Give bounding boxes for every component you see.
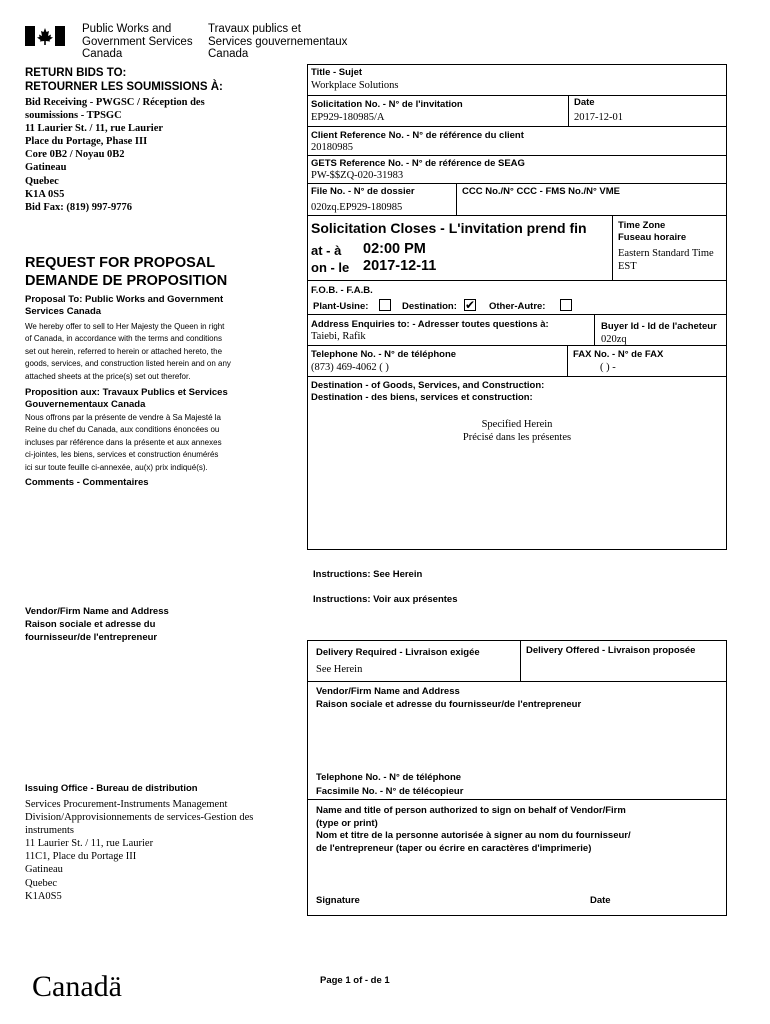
- authorized-person-line: Name and title of person authorized to sign on behalf of Vendor/Firm: [316, 805, 626, 816]
- offer-line: set out herein, referred to herein or attached hereto, the: [25, 346, 223, 356]
- solicitation-label: Solicitation No. - N° de l'invitation: [311, 99, 463, 110]
- closing-time-label: at - à: [311, 243, 342, 258]
- closing-time-value: 02:00 PM: [363, 241, 426, 257]
- address-line: Core 0B2 / Noyau 0B2: [25, 149, 125, 161]
- issuing-line: Division/Approvisionnements de services-Gestion des: [25, 812, 254, 824]
- vendor-left-line: Vendor/Firm Name and Address: [25, 606, 169, 617]
- bid-fax: Bid Fax: (819) 997-9776: [25, 201, 133, 213]
- canada-wordmark-logo: Canadä: [32, 970, 122, 1003]
- issuing-line: instruments: [25, 825, 74, 837]
- address-line: K1A 0S5: [25, 188, 65, 200]
- time-zone-value: [618, 247, 714, 273]
- address-line: soumissions - TPSGC: [25, 110, 122, 122]
- time-zone-label-en: Time Zone: [618, 220, 666, 231]
- title-value: Workplace Solutions: [311, 80, 399, 91]
- ccc-number-label: CCC No./N° CCC - FMS No./N° VME: [462, 186, 621, 197]
- offer-english: [25, 321, 231, 383]
- offer-line: Reine du chef du Canada, aux conditions énoncées ou: [25, 425, 220, 435]
- issuing-line: 11C1, Place du Portage III: [25, 851, 137, 863]
- return-bids-title-fr: RETOURNER LES SOUMISSIONS À:: [25, 81, 223, 93]
- destination-value-en: Specified Herein: [481, 419, 553, 430]
- closing-date-value: 2017-12-11: [363, 258, 437, 274]
- comments-label: Comments - Commentaires: [25, 477, 149, 488]
- plant-checkbox[interactable]: [379, 299, 391, 311]
- solicitation-value: EP929-180985/A: [311, 112, 385, 123]
- proposal-to-line: Services Canada: [25, 305, 102, 317]
- page-number: Page 1 of - de 1: [320, 975, 390, 986]
- plant-label: Plant-Usine:: [313, 301, 369, 312]
- vendor-firm-label-fr: Raison sociale et adresse du fournisseur/de l'entrepreneur: [316, 698, 582, 710]
- gets-reference-label: GETS Reference No. - N° de référence de SEAG: [311, 158, 525, 169]
- authorized-person-line: (type or print): [316, 817, 378, 829]
- buyer-id-label: Buyer Id - Id de l'acheteur: [601, 321, 717, 332]
- time-zone-value-en: Eastern Standard Time: [618, 248, 714, 259]
- offer-line: Nous offrons par la présente de vendre à Sa Majesté la: [25, 413, 221, 422]
- request-title-fr: DEMANDE DE PROPOSITION: [25, 273, 228, 289]
- proposal-to-line: Proposal To: Public Works and Government: [25, 294, 224, 305]
- delivery-required-value: See Herein: [316, 664, 363, 675]
- dept-en-line: Government Services: [82, 35, 193, 48]
- proposition-line: Proposition aux: Travaux Publics et Services: [25, 387, 228, 398]
- destination-goods-label: [311, 380, 544, 404]
- offer-line: of Canada, in accordance with the terms and conditions: [25, 334, 223, 344]
- delivery-required-label: Delivery Required - Livraison exigée: [316, 647, 480, 658]
- vendor-firm-label: [316, 686, 581, 711]
- destination-goods-value: [307, 418, 727, 444]
- issuing-line: 11 Laurier St. / 11, rue Laurier: [25, 838, 154, 850]
- other-label: Other-Autre:: [489, 301, 546, 312]
- offer-line: goods, services, and construction listed herein and on any: [25, 359, 231, 369]
- authorized-person-line: de l'entrepreneur (taper ou écrire en caractères d'imprimerie): [316, 842, 592, 854]
- dept-name-english: [82, 23, 193, 61]
- vendor-firm-label-en: Vendor/Firm Name and Address: [316, 686, 460, 697]
- vendor-left-line: fournisseur/de l'entrepreneur: [25, 632, 158, 643]
- issuing-line: Quebec: [25, 877, 58, 889]
- signature-date-label: Date: [590, 895, 611, 906]
- time-zone-label: [618, 220, 686, 244]
- issuing-line: Services Procurement-Instruments Management: [25, 799, 228, 810]
- other-checkbox[interactable]: [560, 299, 572, 311]
- address-line: Bid Receiving - PWGSC / Réception des: [25, 97, 205, 108]
- destination-label: Destination:: [402, 301, 457, 312]
- address-line: Quebec: [25, 175, 59, 187]
- telephone-label: Telephone No. - N° de téléphone: [311, 349, 457, 360]
- file-number-value: 020zq.EP929-180985: [311, 202, 403, 213]
- destination-goods-label-en: Destination - of Goods, Services, and Construction:: [311, 380, 545, 391]
- authorized-person-line: Nom et titre de la personne autorisée à signer au nom du fournisseur/: [316, 830, 631, 842]
- time-zone-label-fr: Fuseau horaire: [618, 232, 687, 243]
- offer-line: attached sheets at the price(s) set out therefor.: [25, 371, 191, 381]
- vendor-left-line: Raison sociale et adresse du: [25, 619, 156, 630]
- dept-fr-line: Services gouvernementaux: [208, 35, 348, 48]
- fax-label: FAX No. - N° de FAX: [573, 349, 664, 360]
- vendor-fax-label: Facsimile No. - N° de télécopieur: [316, 786, 464, 797]
- client-reference-value: 20180985: [311, 142, 353, 153]
- address-line: Place du Portage, Phase III: [25, 136, 148, 148]
- delivery-offered-label: Delivery Offered - Livraison proposée: [526, 645, 696, 656]
- proposition-aux: [25, 387, 228, 410]
- time-zone-value-abbr: EST: [618, 261, 637, 272]
- instructions-en: Instructions: See Herein: [313, 569, 423, 580]
- offer-line: incluses par référence dans la présente et aux annexes: [25, 437, 222, 447]
- vendor-telephone-label: Telephone No. - N° de téléphone: [316, 772, 462, 783]
- closing-date-label: on - le: [311, 260, 350, 275]
- return-bids-address: [25, 96, 205, 214]
- return-bids-title: [25, 66, 223, 94]
- proposition-line: Gouvernementaux Canada: [25, 398, 146, 410]
- date-value: 2017-12-01: [574, 112, 623, 123]
- offer-french: [25, 412, 222, 474]
- issuing-line: Gatineau: [25, 864, 63, 876]
- offer-line: ci-jointes, les biens, services et construction énumérés: [25, 450, 219, 460]
- destination-checkbox[interactable]: ✔: [465, 298, 476, 312]
- issuing-office-address: [25, 798, 253, 903]
- destination-goods-label-fr: Destination - des biens, services et construction:: [311, 392, 533, 403]
- instructions-fr: Instructions: Voir aux présentes: [313, 594, 458, 605]
- authorized-person-label: [316, 805, 631, 855]
- proposal-to: [25, 294, 223, 317]
- request-title-en: REQUEST FOR PROPOSAL: [25, 255, 216, 271]
- file-number-label: File No. - N° de dossier: [311, 186, 415, 197]
- address-enquiries-label: Address Enquiries to: - Adresser toutes questions à:: [311, 319, 549, 330]
- fob-label: F.O.B. - F.A.B.: [311, 285, 373, 296]
- dept-fr-line: Travaux publics et: [208, 23, 301, 35]
- request-title: [25, 254, 227, 290]
- issuing-line: K1A0S5: [25, 890, 62, 902]
- client-reference-label: Client Reference No. - N° de référence du client: [311, 130, 524, 141]
- destination-value-fr: Précisé dans les présentes: [462, 432, 572, 443]
- dept-name-french: [208, 23, 347, 61]
- dept-en-line: Public Works and: [82, 23, 172, 35]
- canada-flag-icon: [25, 26, 65, 46]
- address-enquiries-value: Taiebi, Rafik: [311, 331, 366, 342]
- fax-value: ( ) -: [600, 362, 616, 373]
- address-line: 11 Laurier St. / 11, rue Laurier: [25, 123, 164, 135]
- gets-reference-value: PW-$$ZQ-020-31983: [311, 170, 404, 181]
- solicitation-closes-title: Solicitation Closes - L'invitation prend fin: [311, 220, 587, 236]
- dept-fr-line: Canada: [208, 48, 249, 60]
- vendor-firm-label-left: [25, 605, 169, 644]
- issuing-office-label: Issuing Office - Bureau de distribution: [25, 783, 198, 794]
- return-bids-title-en: RETURN BIDS TO:: [25, 67, 127, 79]
- address-line: Gatineau: [25, 162, 67, 174]
- telephone-value: (873) 469-4062 ( ): [311, 362, 389, 373]
- title-label: Title - Sujet: [311, 67, 363, 78]
- date-label: Date: [574, 97, 595, 108]
- buyer-id-value: 020zq: [601, 334, 627, 345]
- offer-line: ici sur toute feuille ci-annexée, au(x) prix indiqué(s).: [25, 462, 208, 472]
- dept-en-line: Canada: [82, 48, 123, 60]
- offer-line: We hereby offer to sell to Her Majesty the Queen in right: [25, 322, 225, 331]
- signature-label: Signature: [316, 895, 360, 906]
